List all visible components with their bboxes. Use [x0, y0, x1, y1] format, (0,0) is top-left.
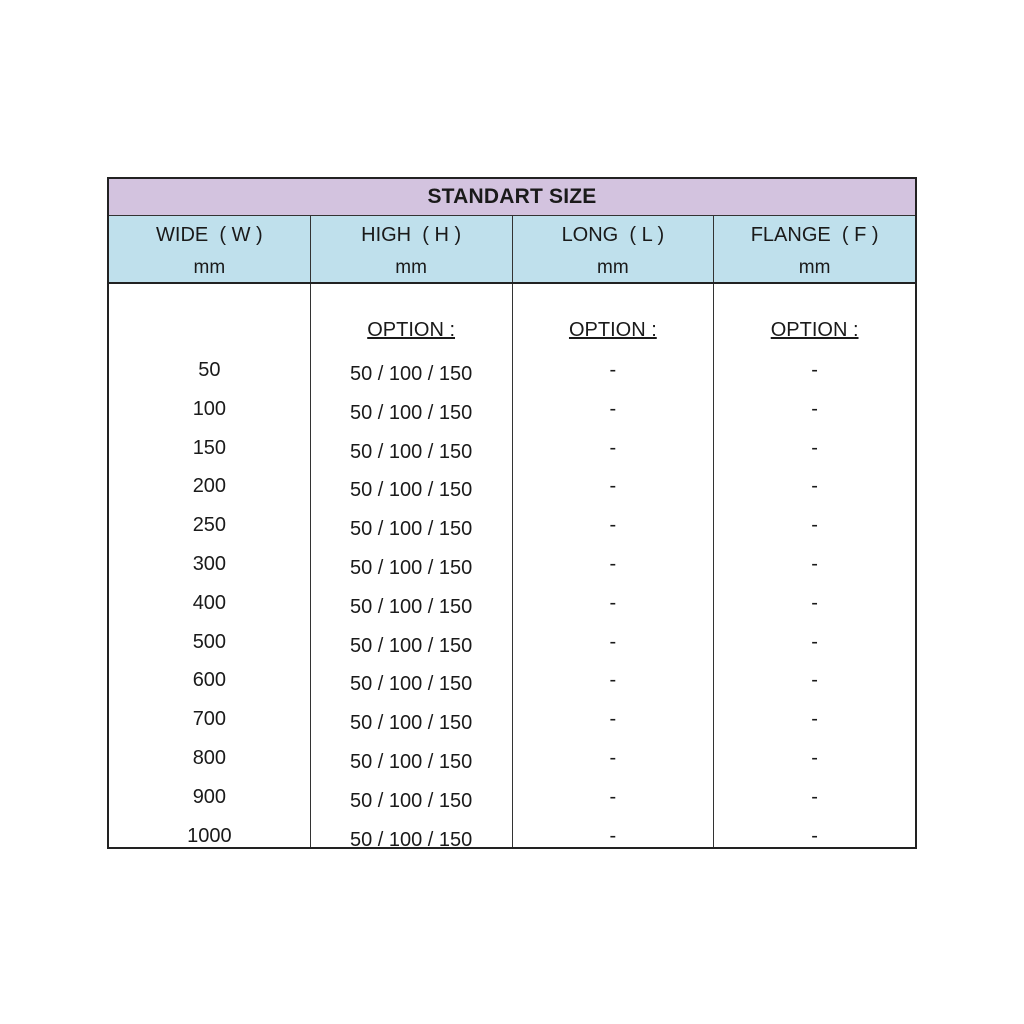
table-cell: 400	[192, 591, 227, 614]
table-cell: 1000	[187, 824, 232, 847]
table-cell: -	[609, 553, 617, 575]
table-cell: -	[811, 553, 818, 575]
option-label: OPTION :	[770, 319, 859, 341]
table-cell: -	[811, 630, 818, 653]
header-unit: mm	[597, 257, 629, 278]
table-cell: -	[609, 747, 617, 769]
table-cell: -	[811, 708, 818, 731]
header-label: FLANGE ( F )	[750, 224, 879, 246]
table-cell: 50 / 100 / 150	[349, 440, 473, 463]
column-wide	[109, 284, 311, 847]
header-wide	[109, 216, 311, 282]
table-cell: 200	[192, 475, 227, 498]
table-cell: -	[811, 824, 818, 847]
table-cell: -	[609, 591, 617, 614]
table-cell: 300	[192, 553, 227, 575]
header-unit: mm	[798, 257, 831, 278]
option-label: OPTION :	[568, 319, 657, 341]
table-cell: 50 / 100 / 150	[349, 828, 473, 851]
table-cell: 600	[192, 669, 227, 692]
table-cell: -	[609, 514, 617, 537]
header-unit: mm	[193, 257, 226, 278]
header-label: WIDE ( W )	[156, 224, 263, 246]
header-flange	[714, 216, 915, 282]
table-cell: -	[811, 747, 818, 769]
table-cell: 900	[192, 785, 227, 808]
table-cell: 50 / 100 / 150	[349, 518, 473, 541]
table-cell: -	[811, 591, 818, 614]
table-cell: 150	[192, 436, 227, 459]
table-cell: -	[609, 359, 617, 381]
table-cell: 500	[192, 630, 227, 653]
header-unit: mm	[395, 257, 427, 278]
table-cell: 50 / 100 / 150	[349, 479, 473, 502]
table-cell: 50 / 100 / 150	[349, 595, 473, 618]
column-flange	[714, 284, 915, 847]
table-cell: -	[609, 785, 617, 808]
table-cell: -	[609, 824, 617, 847]
table-cell: -	[811, 514, 818, 537]
table-cell: 50 / 100 / 150	[349, 557, 473, 579]
table-cell: -	[609, 475, 617, 498]
header-label: HIGH ( H )	[361, 224, 462, 246]
table-cell: -	[811, 436, 818, 459]
table-cell: -	[609, 708, 617, 731]
header-long	[513, 216, 715, 282]
table-cell: 50 / 100 / 150	[349, 363, 473, 385]
table-cell: -	[609, 397, 617, 420]
table-cell: -	[609, 630, 617, 653]
table-cell: 50	[198, 359, 221, 381]
column-long	[513, 284, 715, 847]
table-cell: -	[811, 359, 818, 381]
header-high	[311, 216, 513, 282]
table-body	[109, 284, 915, 851]
table-cell: 50 / 100 / 150	[349, 673, 473, 696]
header-row	[109, 216, 915, 284]
column-high	[311, 284, 513, 851]
table-cell: 50 / 100 / 150	[349, 634, 473, 657]
table-cell: 800	[192, 747, 227, 769]
table-cell: -	[609, 436, 617, 459]
standard-size-table	[107, 177, 917, 849]
table-cell: -	[609, 669, 617, 692]
table-cell: 50 / 100 / 150	[349, 751, 473, 773]
table-cell: 50 / 100 / 150	[349, 712, 473, 735]
table-cell: 700	[192, 708, 227, 731]
table-title: STANDART SIZE	[109, 179, 915, 216]
table-cell: 250	[192, 514, 227, 537]
table-cell: -	[811, 475, 818, 498]
table-cell: -	[811, 397, 818, 420]
header-label: LONG ( L )	[561, 224, 665, 246]
table-cell: 50 / 100 / 150	[349, 789, 473, 812]
table-cell: -	[811, 669, 818, 692]
table-cell: 100	[192, 397, 227, 420]
table-cell: 50 / 100 / 150	[349, 401, 473, 424]
table-cell: -	[811, 785, 818, 808]
option-label: OPTION :	[367, 319, 456, 341]
